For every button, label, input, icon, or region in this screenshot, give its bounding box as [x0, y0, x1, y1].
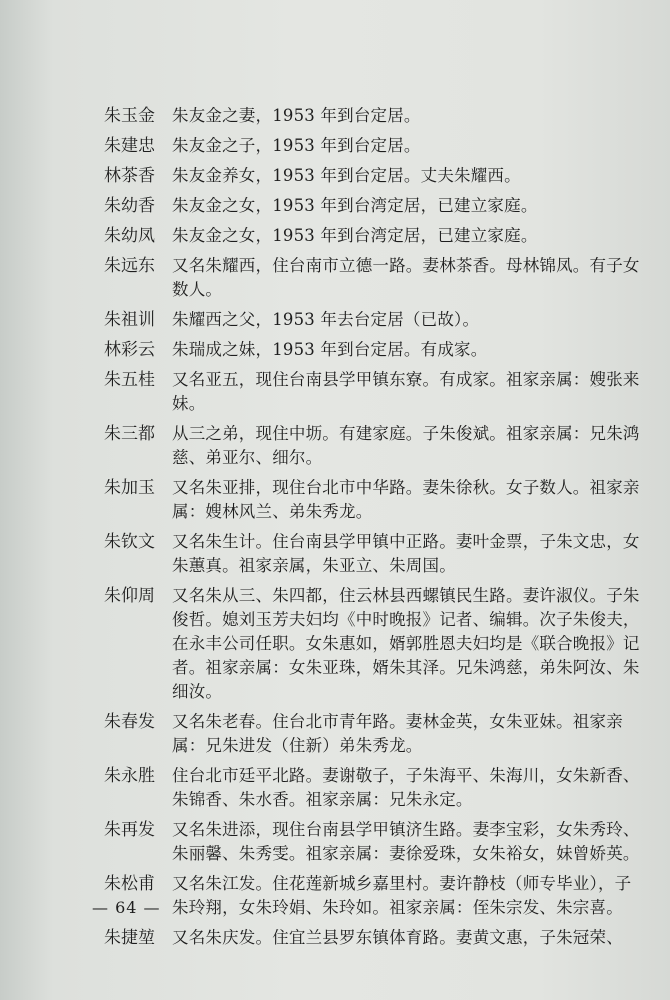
entry-description: 又名朱从三、朱四都，住云林县西螺镇民生路。妻许淑仪。子朱俊哲。媳刘玉芳夫妇均《中时晚报》记者、编辑。次子朱俊夫，在永丰公司任职。女朱惠如，婿郭胜恩夫妇均是《联合晚报》记者。祖家亲属：女朱亚珠，婿朱其泽。兄朱鸿慈，弟朱阿汝、朱细汝。 [172, 586, 640, 701]
entry-name: 朱远东 [104, 256, 155, 276]
entry-description: 又名朱庆发。住宜兰县罗东镇体育路。妻黄文惠，子朱冠荣、 [172, 928, 623, 947]
entry [0, 104, 670, 128]
entry-name: 朱钦文 [104, 532, 155, 552]
entry [0, 476, 670, 524]
entry-description: 又名朱进添，现住台南县学甲镇济生路。妻李宝彩，女朱秀玲、朱丽馨、朱秀雯。祖家亲属：妻徐爱珠，女朱裕女，妹曾娇英。 [172, 820, 640, 863]
entry-description: 朱友金养女，1953 年到台定居。丈夫朱耀西。 [172, 166, 521, 185]
entry [0, 134, 670, 158]
entry-description: 又名朱亚排，现住台北市中华路。妻朱徐秋。女子数人。祖家亲属：嫂林风兰、弟朱秀龙。 [172, 478, 640, 521]
entry-name: 朱三都 [104, 424, 155, 444]
entry [0, 818, 670, 866]
entry-description: 住台北市廷平北路。妻谢敬子，子朱海平、朱海川，女朱新香、朱锦香、朱水香。祖家亲属：兄朱永定。 [172, 766, 640, 809]
entry-name: 朱幼凤 [104, 226, 155, 246]
entry-name: 朱仰周 [104, 586, 155, 606]
entry-description: 从三之弟，现住中坜。有建家庭。子朱俊斌。祖家亲属：兄朱鸿慈、弟亚尔、细尔。 [172, 424, 640, 467]
entry-name: 朱再发 [104, 820, 155, 840]
entry [0, 164, 670, 188]
entry-description: 朱友金之子，1953 年到台定居。 [172, 136, 421, 155]
entry [0, 422, 670, 470]
entry-name: 林茶香 [104, 166, 155, 186]
entry [0, 338, 670, 362]
entry-description: 朱友金之女，1953 年到台湾定居，已建立家庭。 [172, 196, 538, 215]
entry-name: 朱玉金 [104, 106, 155, 126]
page-number: — 64 — [92, 898, 161, 917]
entry-name: 朱捷堃 [104, 928, 155, 948]
entry-name: 林彩云 [104, 340, 155, 360]
entry-description: 又名朱生计。住台南县学甲镇中正路。妻叶金票，子朱文忠，女朱蕙真。祖家亲属，朱亚立、朱周国。 [172, 532, 640, 575]
entry-list [0, 104, 670, 956]
entry [0, 224, 670, 248]
entry [0, 764, 670, 812]
entry [0, 530, 670, 578]
entry-name: 朱春发 [104, 712, 155, 732]
entry [0, 584, 670, 704]
entry-description: 又名朱江发。住花莲新城乡嘉里村。妻许静枝（师专毕业），子朱玲翔，女朱玲娟、朱玲如。祖家亲属：侄朱宗发、朱宗喜。 [172, 874, 632, 917]
entry [0, 710, 670, 758]
entry-name: 朱建忠 [104, 136, 155, 156]
entry-description: 又名朱老春。住台北市青年路。妻林金英，女朱亚妹。祖家亲属：兄朱进发（住新）弟朱秀龙。 [172, 712, 623, 755]
entry [0, 368, 670, 416]
entry-name: 朱五桂 [104, 370, 155, 390]
entry-description: 朱瑞成之妹，1953 年到台定居。有成家。 [172, 340, 488, 359]
entry [0, 308, 670, 332]
entry-description: 朱耀西之父，1953 年去台定居（已故）。 [172, 310, 480, 329]
entry-description: 朱友金之妻，1953 年到台定居。 [172, 106, 421, 125]
entry [0, 194, 670, 218]
entry-name: 朱加玉 [104, 478, 155, 498]
entry-name: 朱松甫 [104, 874, 155, 894]
entry [0, 254, 670, 302]
entry-name: 朱祖训 [104, 310, 155, 330]
entry-description: 又名亚五，现住台南县学甲镇东寮。有成家。祖家亲属：嫂张来妹。 [172, 370, 640, 413]
entry-description: 又名朱耀西，住台南市立德一路。妻林茶香。母林锦凤。有子女数人。 [172, 256, 640, 299]
entry-description: 朱友金之女，1953 年到台湾定居，已建立家庭。 [172, 226, 538, 245]
entry [0, 926, 670, 950]
entry-name: 朱永胜 [104, 766, 155, 786]
entry-name: 朱幼香 [104, 196, 155, 216]
